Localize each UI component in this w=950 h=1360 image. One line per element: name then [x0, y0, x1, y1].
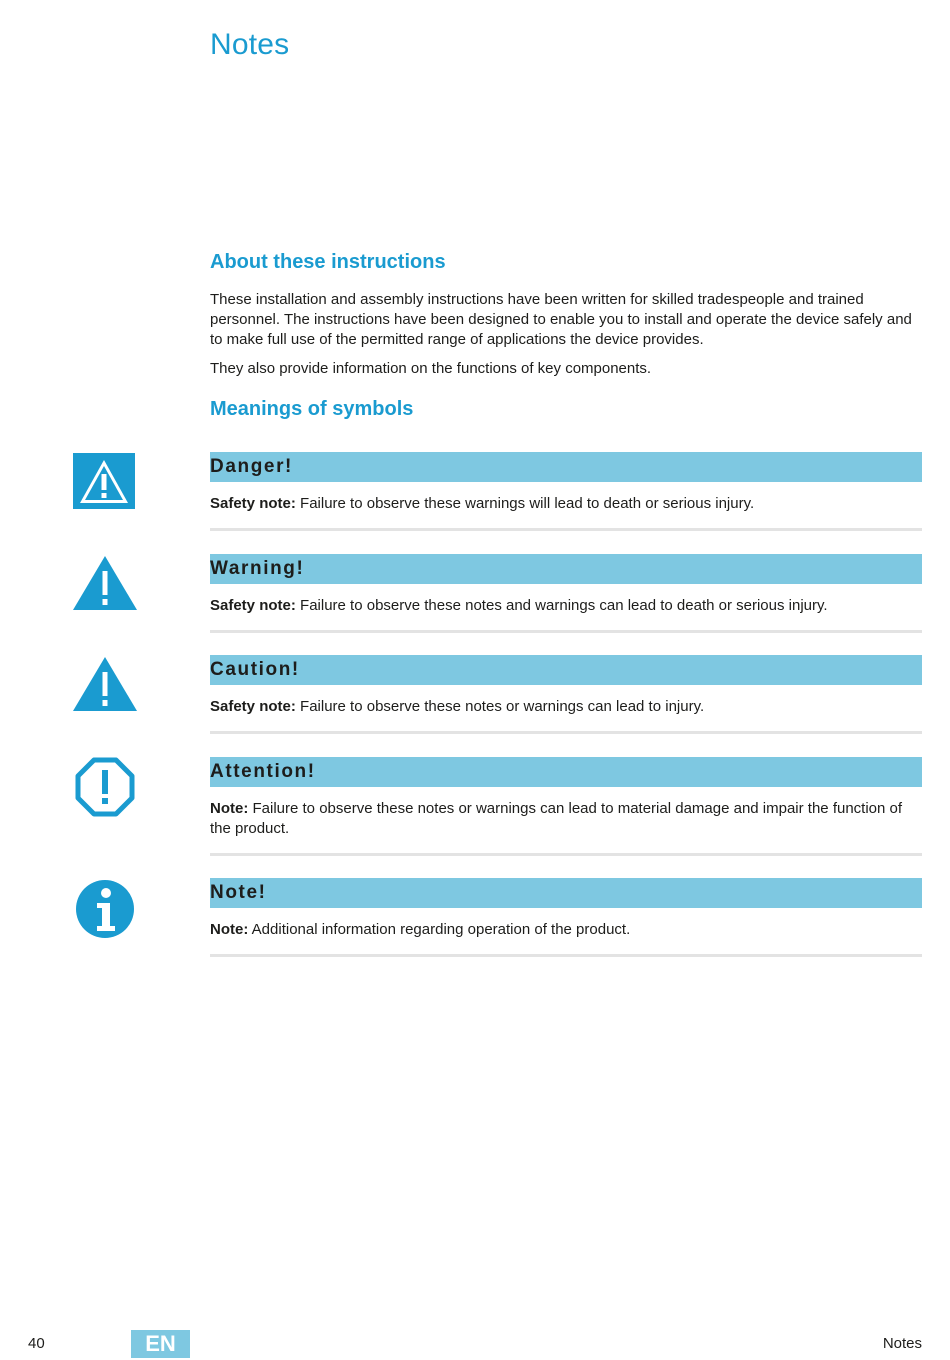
note-text — [210, 920, 922, 940]
warning-text — [210, 596, 922, 616]
about-paragraph-2: They also provide information on the functions of key components. — [210, 360, 652, 377]
warning-prefix: Safety note: — [210, 597, 296, 614]
note-label: Note! — [210, 882, 267, 903]
attention-prefix: Note: — [210, 800, 249, 817]
about-paragraph-1: These installation and assembly instructions have been written for skilled tradespeople and trained personnel. The instructions have been designed to enable you to install and operate the device safely and to make full use of the permitted range of applications the device provides. — [210, 291, 912, 348]
caution-bar — [210, 655, 922, 685]
danger-divider — [210, 528, 922, 531]
attention-divider — [210, 853, 922, 856]
attention-description: Failure to observe these notes or warnings can lead to material damage and impair the function of the product. — [210, 800, 903, 837]
danger-square-warning-icon — [70, 452, 140, 514]
caution-triangle-icon — [70, 655, 140, 717]
caution-prefix: Safety note: — [210, 698, 296, 715]
danger-bar — [210, 452, 922, 482]
language-badge: EN — [131, 1330, 190, 1358]
warning-label: Warning! — [210, 558, 305, 579]
note-description: Additional information regarding operation of the product. — [251, 921, 631, 938]
note-bar — [210, 878, 922, 908]
attention-octagon-icon — [70, 757, 140, 819]
caution-text — [210, 697, 922, 717]
page-title: Notes — [210, 28, 290, 61]
footer-section-name: Notes — [882, 1335, 922, 1352]
caution-divider — [210, 731, 922, 734]
caution-description: Failure to observe these notes or warnings can lead to injury. — [300, 698, 705, 715]
danger-prefix: Safety note: — [210, 495, 296, 512]
info-circle-icon — [70, 878, 140, 940]
note-prefix: Note: — [210, 921, 249, 938]
attention-bar — [210, 757, 922, 787]
note-divider — [210, 954, 922, 957]
warning-triangle-icon — [70, 554, 140, 616]
warning-bar — [210, 554, 922, 584]
caution-label: Caution! — [210, 659, 300, 680]
danger-text — [210, 494, 922, 514]
symbols-heading: Meanings of symbols — [210, 398, 414, 420]
warning-divider — [210, 630, 922, 633]
attention-text — [210, 799, 922, 839]
danger-label: Danger! — [210, 456, 293, 477]
danger-description: Failure to observe these warnings will lead to death or serious injury. — [300, 495, 755, 512]
attention-label: Attention! — [210, 761, 316, 782]
page-number: 40 — [28, 1335, 45, 1352]
about-heading: About these instructions — [210, 251, 446, 273]
warning-description: Failure to observe these notes and warnings can lead to death or serious injury. — [300, 597, 828, 614]
